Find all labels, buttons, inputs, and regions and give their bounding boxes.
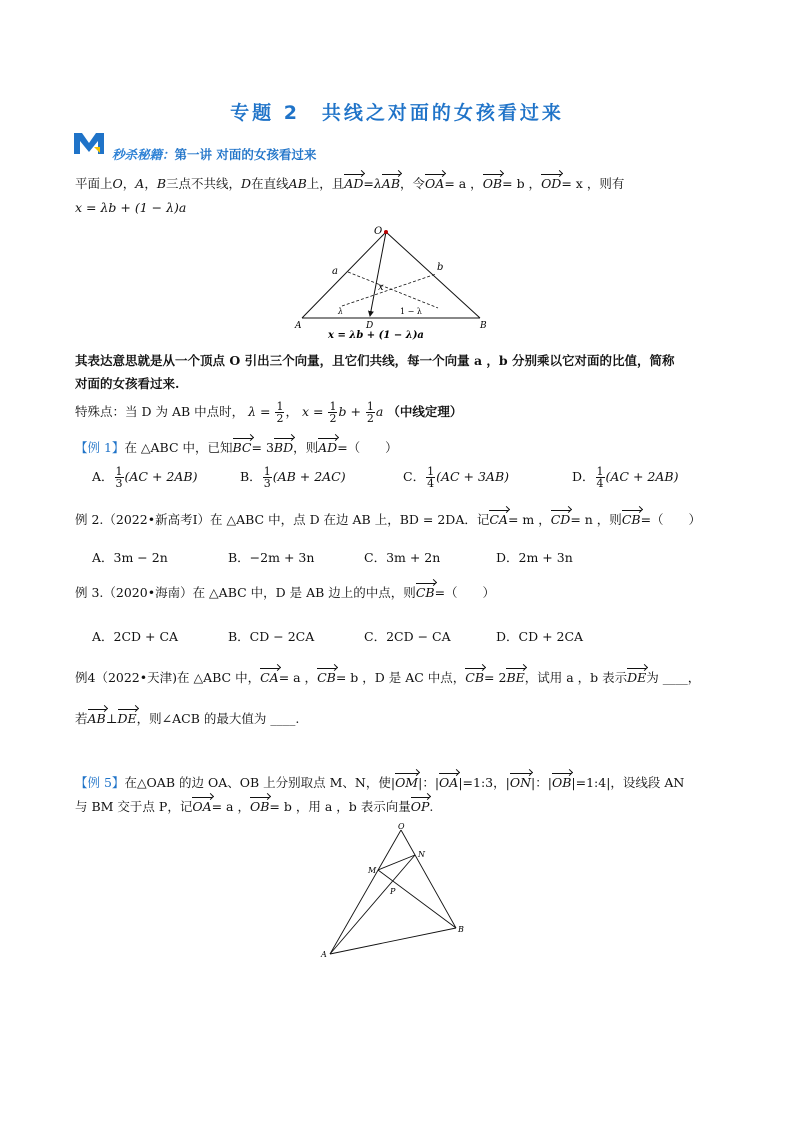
text: = bbox=[363, 176, 374, 191]
brand-logo-icon bbox=[72, 130, 106, 156]
vector: BD bbox=[273, 440, 294, 455]
example-1-option-c[interactable] bbox=[403, 466, 509, 489]
vector: ON bbox=[509, 775, 532, 790]
fraction bbox=[596, 466, 605, 489]
example-2-option-d[interactable]: D．2m + 3n bbox=[496, 550, 573, 565]
vector: OD bbox=[541, 176, 562, 191]
vector: BE bbox=[506, 670, 525, 685]
vector: OM bbox=[395, 775, 419, 790]
vector: AD bbox=[318, 440, 338, 455]
text: = n ，则 bbox=[570, 512, 622, 527]
fraction bbox=[366, 401, 375, 424]
text: 若 bbox=[75, 711, 88, 726]
vector: OA bbox=[439, 775, 459, 790]
label-m: M bbox=[368, 866, 377, 875]
special-point: 特殊点：当 D 为 AB 中点时， λ = $\frac{1}{2}$ ， x = $\frac{1}{2}$ b + $\frac{1}{2}$ a （中线定理） bbox=[75, 400, 463, 425]
example-tag: 【例 1】 bbox=[75, 440, 125, 455]
text: a bbox=[375, 404, 384, 419]
numerator: 1 bbox=[263, 465, 271, 478]
explain-line-2: 对面的女孩看过来. bbox=[75, 376, 180, 391]
text: 三点不共线， bbox=[166, 176, 242, 191]
text: = x ，则有 bbox=[561, 176, 625, 191]
text: 平面上 bbox=[75, 176, 113, 191]
numerator: 1 bbox=[596, 465, 604, 478]
vector: OB bbox=[551, 775, 572, 790]
fraction bbox=[263, 466, 272, 489]
label-vec-b: b bbox=[437, 262, 444, 273]
vector: DE bbox=[627, 670, 647, 685]
intro-line-1 bbox=[75, 176, 624, 192]
option-expr: (AB + 2AC) bbox=[272, 469, 346, 484]
text: B bbox=[156, 176, 167, 191]
text: = 3 bbox=[251, 440, 274, 455]
example-5-line-2 bbox=[75, 799, 433, 815]
vector: OP bbox=[410, 799, 430, 814]
denominator: 3 bbox=[263, 477, 271, 490]
text: = b ，D 是 AC 中点， bbox=[335, 670, 466, 685]
label-b: B bbox=[480, 321, 487, 331]
example-1-option-b[interactable] bbox=[240, 466, 346, 489]
text: 例4（2022•天津)在 △ABC 中， bbox=[75, 670, 261, 685]
label-a: A bbox=[295, 321, 302, 331]
fraction bbox=[115, 466, 124, 489]
text: ，则∠ACB 的最大值为 ____. bbox=[136, 711, 300, 726]
option-expr: (AC + 3AB) bbox=[436, 469, 510, 484]
vector: CA bbox=[260, 670, 279, 685]
label-p: P bbox=[390, 887, 396, 896]
text: D bbox=[241, 176, 252, 191]
text: A bbox=[135, 176, 145, 191]
text: |：| bbox=[531, 775, 552, 790]
text: ，试用 a ，b 表示 bbox=[524, 670, 628, 685]
vector: AD bbox=[344, 176, 364, 191]
vector: OA bbox=[425, 176, 445, 191]
vector: CB bbox=[317, 670, 336, 685]
brand-text: 秒杀秘籍： bbox=[112, 147, 175, 162]
label-o: O bbox=[374, 226, 383, 237]
example-2-option-a[interactable]: A．3m − 2n bbox=[92, 550, 168, 565]
denominator: 4 bbox=[427, 477, 435, 490]
example-4-line-2 bbox=[75, 711, 299, 727]
text: . bbox=[429, 799, 434, 814]
triangle-figure-2 bbox=[316, 820, 472, 962]
fraction bbox=[275, 401, 284, 424]
example-4-line-1 bbox=[75, 670, 700, 686]
vector: OA bbox=[192, 799, 212, 814]
text: =（ ） bbox=[640, 512, 702, 527]
text: ⊥ bbox=[105, 711, 118, 726]
example-1-option-a[interactable] bbox=[92, 466, 197, 489]
label-one-minus-lambda: 1 − λ bbox=[400, 307, 422, 316]
text: 与 BM 交于点 P，记 bbox=[75, 799, 193, 814]
intro-formula: x = λb + (1 − λ)a bbox=[75, 200, 187, 215]
text: = m ， bbox=[507, 512, 551, 527]
page-title: 专题 2 共线之对面的女孩看过来 bbox=[230, 102, 564, 124]
dashed-line-2 bbox=[348, 272, 438, 308]
label-o: O bbox=[398, 822, 405, 831]
vector: OB bbox=[249, 799, 270, 814]
text: 在 △ABC 中，已知 bbox=[124, 440, 233, 455]
option-label: B． bbox=[240, 469, 262, 484]
example-1-question bbox=[75, 440, 398, 456]
text: = a ， bbox=[444, 176, 483, 191]
vector: OB bbox=[482, 176, 503, 191]
vector: CD bbox=[550, 512, 571, 527]
option-label: C． bbox=[403, 469, 426, 484]
explain-line-1: 其表达意思就是从一个顶点 O 引出三个向量，且它们共线，每一个向量 a ，b 分别乘以它对面的比值，简称 bbox=[75, 353, 675, 368]
text: = a ， bbox=[211, 799, 250, 814]
side-ob bbox=[401, 830, 456, 928]
text: =（ ） bbox=[434, 585, 496, 600]
text: ， bbox=[122, 176, 136, 191]
numerator: 1 bbox=[427, 465, 435, 478]
label-a: A bbox=[321, 950, 327, 959]
label-vec-a: a bbox=[332, 266, 338, 277]
example-tag: 【例 5】 bbox=[75, 775, 125, 790]
text: = 2 bbox=[484, 670, 507, 685]
text: |：| bbox=[418, 775, 440, 790]
text: = b ， bbox=[502, 176, 542, 191]
text: x = bbox=[301, 404, 324, 419]
text: |=1:3，| bbox=[458, 775, 510, 790]
option-expr: (AC + 2AB) bbox=[605, 469, 679, 484]
example-3-option-a[interactable]: A．2CD + CA bbox=[92, 629, 179, 644]
example-3-option-c[interactable]: C．2CD − CA bbox=[364, 629, 451, 644]
text: ， bbox=[144, 176, 157, 191]
text: ，则 bbox=[293, 440, 319, 455]
label-d: D bbox=[366, 321, 374, 331]
text: λ = bbox=[248, 404, 271, 419]
figure-formula: x = λb + (1 − λ)a bbox=[328, 330, 424, 341]
text: = b ，用 a ，b 表示向量 bbox=[269, 799, 411, 814]
label-vec-x: x bbox=[378, 282, 384, 293]
vector: CB bbox=[621, 512, 641, 527]
denominator: 2 bbox=[329, 412, 337, 425]
vector: CB bbox=[465, 670, 485, 685]
option-expr: (AC + 2AB) bbox=[124, 469, 198, 484]
point-o bbox=[384, 230, 388, 234]
text: 上，且 bbox=[306, 176, 345, 191]
denominator: 2 bbox=[366, 412, 374, 425]
text: 为 ____， bbox=[646, 670, 701, 685]
example-3-question bbox=[75, 585, 495, 601]
label-b: B bbox=[458, 925, 464, 934]
lecture-title: 第一讲 对面的女孩看过来 bbox=[174, 147, 317, 162]
example-1-option-d[interactable] bbox=[572, 466, 678, 489]
text: b bbox=[338, 404, 347, 419]
vector-od bbox=[370, 232, 386, 316]
text: （中线定理） bbox=[387, 404, 463, 419]
example-2-question bbox=[75, 512, 701, 528]
text: 例 2.（2022•新高考Ⅰ）在 △ABC 中，点 D 在边 AB 上，BD = 2DA．记 bbox=[75, 512, 490, 527]
option-label: D． bbox=[572, 469, 595, 484]
numerator: 1 bbox=[366, 400, 374, 413]
text: 例 3.（2020•海南）在 △ABC 中，D 是 AB 边上的中点，则 bbox=[75, 585, 416, 600]
example-5-line-1 bbox=[75, 775, 684, 791]
denominator: 3 bbox=[115, 477, 123, 490]
text: =（ ） bbox=[337, 440, 398, 455]
fraction bbox=[328, 401, 337, 424]
triangle-figure-1 bbox=[290, 224, 500, 342]
dashed-line-1 bbox=[342, 274, 436, 306]
text: = a ， bbox=[278, 670, 318, 685]
vector: BC bbox=[232, 440, 252, 455]
text: 特殊点：当 D 为 AB 中点时， bbox=[75, 404, 245, 419]
vector: DE bbox=[117, 711, 137, 726]
denominator: 4 bbox=[596, 477, 604, 490]
example-3-option-b[interactable]: B．CD − 2CA bbox=[228, 629, 315, 644]
fraction bbox=[426, 466, 435, 489]
example-2-option-b[interactable]: B．−2m + 3n bbox=[228, 550, 315, 565]
segment-mn bbox=[378, 855, 415, 870]
label-n: N bbox=[418, 850, 425, 859]
text: AB bbox=[288, 176, 307, 191]
text: O bbox=[112, 176, 123, 191]
vector: AB bbox=[381, 176, 401, 191]
text: 在△OAB 的边 OA、OB 上分别取点 M、N，使| bbox=[124, 775, 396, 790]
numerator: 1 bbox=[115, 465, 123, 478]
text: + bbox=[350, 404, 361, 419]
numerator: 1 bbox=[329, 400, 337, 413]
option-label: A． bbox=[92, 469, 114, 484]
label-lambda: λ bbox=[338, 307, 344, 316]
text: |=1:4|，设线段 AN bbox=[571, 775, 685, 790]
vector: CB bbox=[415, 585, 435, 600]
example-3-option-d[interactable]: D．CD + 2CA bbox=[496, 629, 584, 644]
text: 在直线 bbox=[251, 176, 289, 191]
numerator: 1 bbox=[276, 400, 284, 413]
example-2-option-c[interactable]: C．3m + 2n bbox=[364, 550, 441, 565]
text: λ bbox=[373, 176, 382, 191]
text: ，令 bbox=[400, 176, 426, 191]
vector: CA bbox=[489, 512, 508, 527]
segment-bm bbox=[378, 870, 456, 928]
vector: AB bbox=[87, 711, 106, 726]
denominator: 2 bbox=[276, 412, 284, 425]
lecture-header bbox=[112, 147, 316, 163]
